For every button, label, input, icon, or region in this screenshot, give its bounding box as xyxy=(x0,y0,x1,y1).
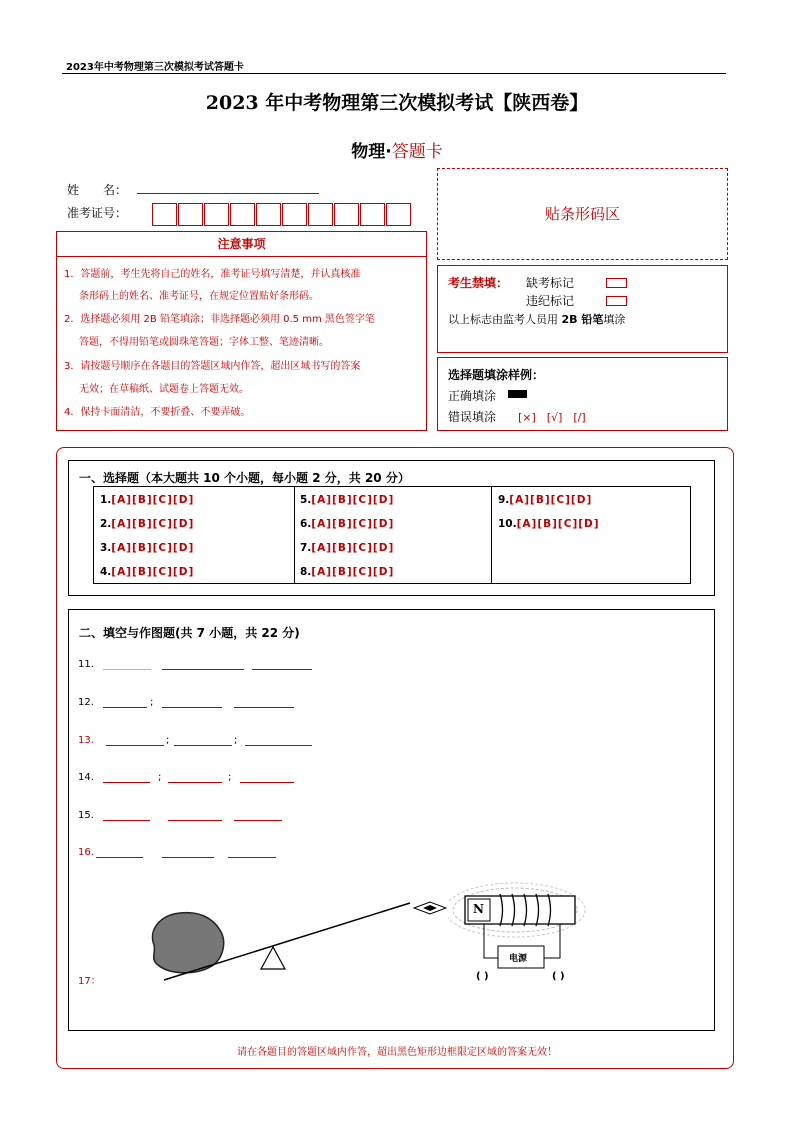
choice-q6[interactable] xyxy=(300,518,394,530)
q12-blank[interactable] xyxy=(234,707,294,708)
prohibit-note-prefix: 以上标志由监考人员用 xyxy=(448,313,558,326)
id-cell[interactable] xyxy=(204,203,229,226)
q14-blank[interactable] xyxy=(168,782,222,783)
footer-warning: 请在各题目的答题区域内作答，超出黑色矩形边框限定区域的答案无效！ xyxy=(237,1047,557,1058)
q12-blank[interactable] xyxy=(103,707,147,708)
notice-box xyxy=(56,231,427,431)
page-subtitle xyxy=(0,137,794,162)
id-cell[interactable] xyxy=(308,203,333,226)
choice-options[interactable]: [A][B][C][D] xyxy=(111,542,195,554)
choice-options[interactable]: [A][B][C][D] xyxy=(516,518,600,530)
q12-blank[interactable] xyxy=(162,707,222,708)
barcode-area xyxy=(437,168,728,260)
q11-blank[interactable] xyxy=(162,669,244,670)
choice-q10[interactable] xyxy=(498,518,600,530)
barcode-label: 贴条形码区 xyxy=(544,205,620,223)
notice-item: 2．选择题必须用 2B 铅笔填涂；非选择题必须用 0.5 mm 黑色签字笔 xyxy=(64,314,375,325)
q16-label: 16. xyxy=(78,847,94,858)
choice-options[interactable]: [A][B][C][D] xyxy=(311,542,395,554)
choice-number: 2. xyxy=(100,518,112,530)
correct-fill-mark xyxy=(508,390,527,398)
q15-blank[interactable] xyxy=(103,820,150,821)
notice-item: 1．答题前，考生先将自己的姓名，准考证号填写清楚，并认真核准 xyxy=(64,269,361,280)
notice-title-rule xyxy=(57,256,426,257)
q16-blank[interactable] xyxy=(162,857,214,858)
name-field[interactable] xyxy=(137,193,319,194)
choice-q9[interactable] xyxy=(498,494,592,506)
q14-blank[interactable] xyxy=(103,782,150,783)
answer-paren-right[interactable]: ( ) xyxy=(552,971,565,982)
subtitle-dot: · xyxy=(385,142,392,162)
subtitle-subject: 物理 xyxy=(351,142,386,162)
compass-needle-icon xyxy=(413,900,447,916)
choice-col-divider xyxy=(294,487,295,583)
header-label: 2023年中考物理第三次模拟考试答题卡 xyxy=(66,62,244,73)
choice-number: 10. xyxy=(498,518,517,530)
q13-sep: ; xyxy=(166,735,170,746)
violation-mark-box[interactable] xyxy=(606,296,627,306)
notice-item: 无效；在草稿纸、试题卷上答题无效。 xyxy=(79,384,249,395)
correct-label: 正确填涂 xyxy=(448,389,497,403)
q13-blank[interactable] xyxy=(174,745,232,746)
q12-label: 12. xyxy=(78,697,94,708)
q14-label: 14. xyxy=(78,772,94,783)
q11-blank[interactable] xyxy=(252,669,312,670)
choice-number: 4. xyxy=(100,566,112,578)
q13-label: 13. xyxy=(78,735,94,746)
rock-shape xyxy=(152,913,223,973)
choice-number: 5. xyxy=(300,494,312,506)
prohibit-label: 考生禁填： xyxy=(448,276,509,290)
choice-options[interactable]: [A][B][C][D] xyxy=(111,518,195,530)
choice-q8[interactable] xyxy=(300,566,394,578)
id-cell[interactable] xyxy=(230,203,255,226)
prohibit-note xyxy=(448,311,625,327)
choice-options[interactable]: [A][B][C][D] xyxy=(111,494,195,506)
notice-item: 条形码上的姓名、准考证号，在规定位置贴好条形码。 xyxy=(79,291,319,302)
choice-options[interactable]: [A][B][C][D] xyxy=(311,518,395,530)
lever-figure xyxy=(140,895,450,990)
choice-options[interactable]: [A][B][C][D] xyxy=(111,566,195,578)
id-cell[interactable] xyxy=(386,203,411,226)
q12-sep: ; xyxy=(150,697,154,708)
choice-col-divider xyxy=(491,487,492,583)
wrong-marks: [×] [√] [/] xyxy=(518,411,586,424)
choice-q2[interactable] xyxy=(100,518,194,530)
id-cell[interactable] xyxy=(334,203,359,226)
sample-title: 选择题填涂样例： xyxy=(448,368,545,382)
absent-label: 缺考标记 xyxy=(526,276,575,290)
id-cell[interactable] xyxy=(282,203,307,226)
q13-sep: ; xyxy=(234,735,238,746)
section-choice-title: 一、选择题（本大题共 10 个小题，每小题 2 分，共 20 分） xyxy=(79,471,410,485)
section-fill-title: 二、填空与作图题(共 7 小题，共 22 分) xyxy=(79,626,300,640)
q14-blank[interactable] xyxy=(240,782,294,783)
sample-box xyxy=(437,357,728,431)
id-field-cells[interactable] xyxy=(152,203,417,226)
prohibit-box xyxy=(437,265,728,353)
choice-number: 1. xyxy=(100,494,112,506)
choice-options[interactable]: [A][B][C][D] xyxy=(311,566,395,578)
electromagnet-figure xyxy=(448,882,598,987)
wrong-label: 错误填涂 xyxy=(448,410,497,424)
q16-blank[interactable] xyxy=(96,857,143,858)
q17-label: 17： xyxy=(78,976,101,987)
choice-number: 8. xyxy=(300,566,312,578)
q16-blank[interactable] xyxy=(228,857,276,858)
notice-item: 3．请按题号顺序在各题目的答题区域内作答，超出区域书写的答案 xyxy=(64,361,361,372)
choice-q1[interactable] xyxy=(100,494,194,506)
q13-blank[interactable] xyxy=(245,745,312,746)
id-label: 准考证号： xyxy=(67,206,128,220)
notice-title: 注意事项 xyxy=(217,237,266,251)
violation-label: 违纪标记 xyxy=(526,294,575,308)
choice-q4[interactable] xyxy=(100,566,194,578)
fulcrum-triangle xyxy=(261,947,285,969)
q14-sep: ; xyxy=(158,772,162,783)
q15-blank[interactable] xyxy=(234,820,282,821)
q14-sep: ; xyxy=(228,772,232,783)
q13-blank[interactable] xyxy=(106,745,164,746)
choice-number: 6. xyxy=(300,518,312,530)
name-label: 姓 名： xyxy=(67,183,128,197)
id-cell[interactable] xyxy=(152,203,177,226)
magnet-n-label: N xyxy=(473,902,484,916)
choice-q3[interactable] xyxy=(100,542,194,554)
choice-number: 9. xyxy=(498,494,510,506)
id-cell[interactable] xyxy=(178,203,203,226)
choice-grid xyxy=(93,486,691,584)
choice-q7[interactable] xyxy=(300,542,394,554)
subtitle-card: 答题卡 xyxy=(391,142,443,162)
absent-mark-box[interactable] xyxy=(606,278,627,288)
q11-blank[interactable] xyxy=(103,669,151,670)
q15-blank[interactable] xyxy=(168,820,222,821)
q15-label: 15. xyxy=(78,810,94,821)
choice-q5[interactable] xyxy=(300,494,394,506)
prohibit-note-bold: 2B 铅笔 xyxy=(561,313,604,326)
id-cell[interactable] xyxy=(360,203,385,226)
choice-number: 3. xyxy=(100,542,112,554)
choice-options[interactable]: [A][B][C][D] xyxy=(509,494,593,506)
power-source-label: 电源 xyxy=(509,954,528,964)
notice-item: 答题，不得用铅笔或圆珠笔答题；字体工整、笔迹清晰。 xyxy=(79,337,329,348)
header-rule xyxy=(62,73,726,74)
id-cell[interactable] xyxy=(256,203,281,226)
notice-item: 4．保持卡面清洁，不要折叠、不要弄破。 xyxy=(64,407,251,418)
prohibit-note-suffix: 填涂 xyxy=(603,313,626,326)
answer-paren-left[interactable]: ( ) xyxy=(476,971,489,982)
q11-label: 11. xyxy=(78,659,94,670)
page-title: 2023 年中考物理第三次模拟考试【陕西卷】 xyxy=(205,92,589,114)
choice-number: 7. xyxy=(300,542,312,554)
choice-options[interactable]: [A][B][C][D] xyxy=(311,494,395,506)
